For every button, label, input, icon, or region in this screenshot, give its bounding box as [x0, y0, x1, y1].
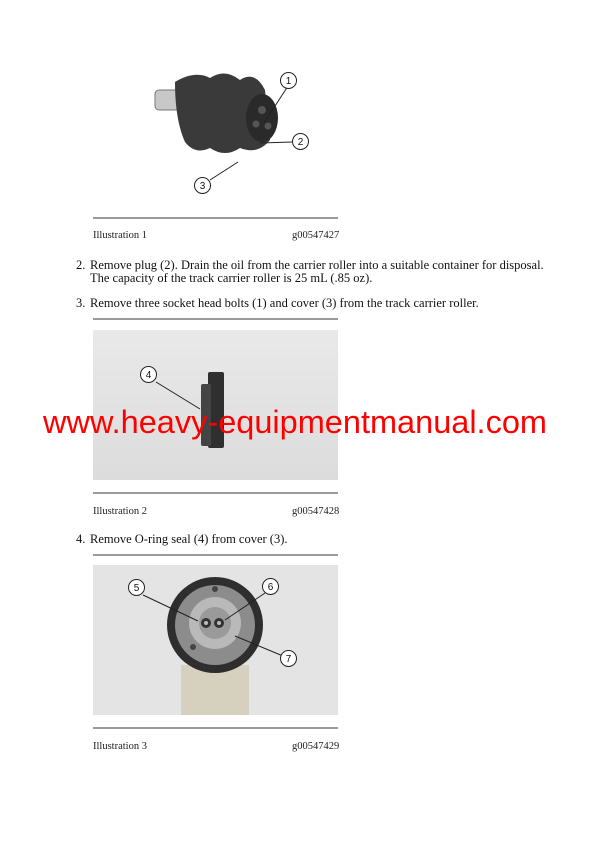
step-text: Remove three socket head bolts (1) and cover (3) from the track carrier roller.: [90, 296, 479, 310]
callout-1: 1: [280, 72, 297, 89]
watermark-url: www.heavy-equipmentmanual.com: [43, 404, 547, 440]
caption-label: Illustration 1: [93, 230, 147, 241]
callout-3: 3: [194, 177, 211, 194]
callout-7: 7: [280, 650, 297, 667]
step-text-line-2: The capacity of the track carrier roller is 25 mL (.85 oz).: [90, 271, 373, 285]
callout-5: 5: [128, 579, 145, 596]
caption-rule: [93, 727, 338, 729]
caption-id: g00547428: [292, 506, 340, 517]
callout-2: 2: [292, 133, 309, 150]
caption-label: Illustration 3: [93, 741, 147, 752]
callout-4: 4: [140, 366, 157, 383]
step-text-line-1: Remove plug (2). Drain the oil from the carrier roller into a suitable container for disposal.: [90, 258, 544, 272]
caption-label: Illustration 2: [93, 506, 147, 517]
caption-id: g00547427: [292, 230, 340, 241]
step-number: 3.: [76, 296, 86, 310]
step-text: Remove O-ring seal (4) from cover (3).: [90, 532, 288, 546]
caption-id: g00547429: [292, 741, 340, 752]
step-number: 4.: [76, 532, 86, 546]
step-number: 2.: [76, 258, 86, 272]
callout-6: 6: [262, 578, 279, 595]
